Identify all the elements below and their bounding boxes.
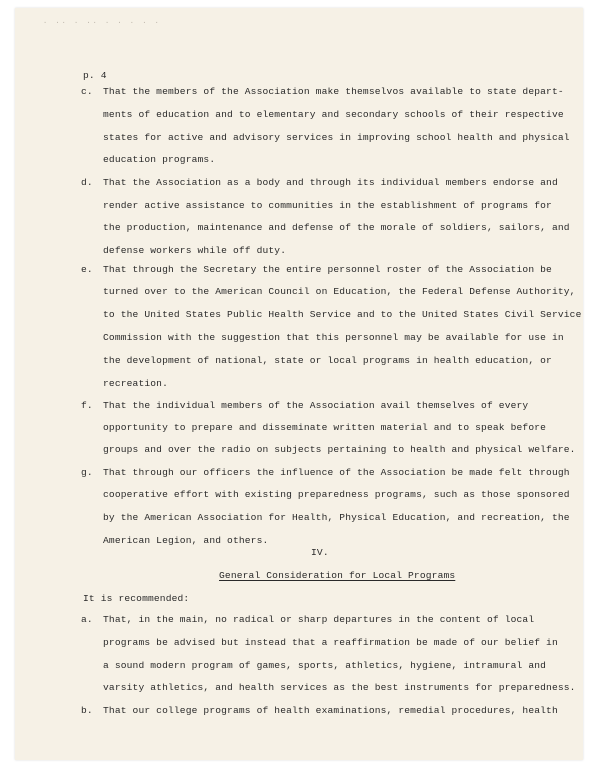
item-marker: c. [81, 86, 93, 97]
item-line: That through the Secretary the entire personnel roster of the Association be [103, 264, 552, 275]
page-number: p. 4 [83, 70, 107, 81]
item-line: the production, maintenance and defense of the morale of soldiers, sailors, and [103, 222, 570, 233]
item-line: varsity athletics, and health services as the best instruments for preparedness. [103, 682, 576, 693]
item-line: That our college programs of health examinations, remedial procedures, health [103, 705, 558, 716]
item-line: by the American Association for Health, Physical Education, and recreation, the [103, 512, 570, 523]
item-line: American Legion, and others. [103, 535, 269, 546]
item-line: groups and over the radio on subjects pertaining to health and physical welfare. [103, 444, 576, 455]
item-line: That, in the main, no radical or sharp departures in the content of local [103, 614, 535, 625]
item-line: That the Association as a body and through its individual members endorse and [103, 177, 558, 188]
item-line: Commission with the suggestion that this personnel may be available for use in [103, 332, 564, 343]
item-marker: g. [81, 467, 93, 478]
item-line: a sound modern program of games, sports, athletics, hygiene, intramural and [103, 660, 547, 671]
item-line: states for active and advisory services in improving school health and physical [103, 132, 570, 143]
item-line: the development of national, state or local programs in health education, or [103, 355, 552, 366]
recommended-intro: It is recommended: [83, 593, 190, 604]
item-line: render active assistance to communities in the establishment of programs for [103, 200, 552, 211]
item-marker: a. [81, 614, 93, 625]
item-line: defense workers while off duty. [103, 245, 287, 256]
item-line: ments of education and to elementary and secondary schools of their respective [103, 109, 564, 120]
item-line: That the individual members of the Association avail themselves of every [103, 400, 529, 411]
item-line: recreation. [103, 378, 168, 389]
item-line: programs be advised but instead that a reaffirmation be made of our belief in [103, 637, 558, 648]
item-line: education programs. [103, 154, 216, 165]
item-marker: d. [81, 177, 93, 188]
item-line: turned over to the American Council on Education, the Federal Defense Authority, [103, 286, 576, 297]
section-title: General Consideration for Local Programs [219, 570, 456, 581]
item-line: That the members of the Association make themselvos available to state depart- [103, 86, 564, 97]
item-line: to the United States Public Health Service and to the United States Civil Service [103, 309, 582, 320]
top-marks: . .. . .. . . . . . [43, 18, 161, 26]
item-marker: f. [81, 400, 93, 411]
document-page [15, 8, 583, 760]
section-number: IV. [311, 547, 329, 558]
item-line: opportunity to prepare and disseminate written material and to speak before [103, 422, 547, 433]
item-line: cooperative effort with existing preparedness programs, such as those sponsored [103, 489, 570, 500]
item-marker: e. [81, 264, 93, 275]
item-marker: b. [81, 705, 93, 716]
item-line: That through our officers the influence of the Association be made felt through [103, 467, 570, 478]
